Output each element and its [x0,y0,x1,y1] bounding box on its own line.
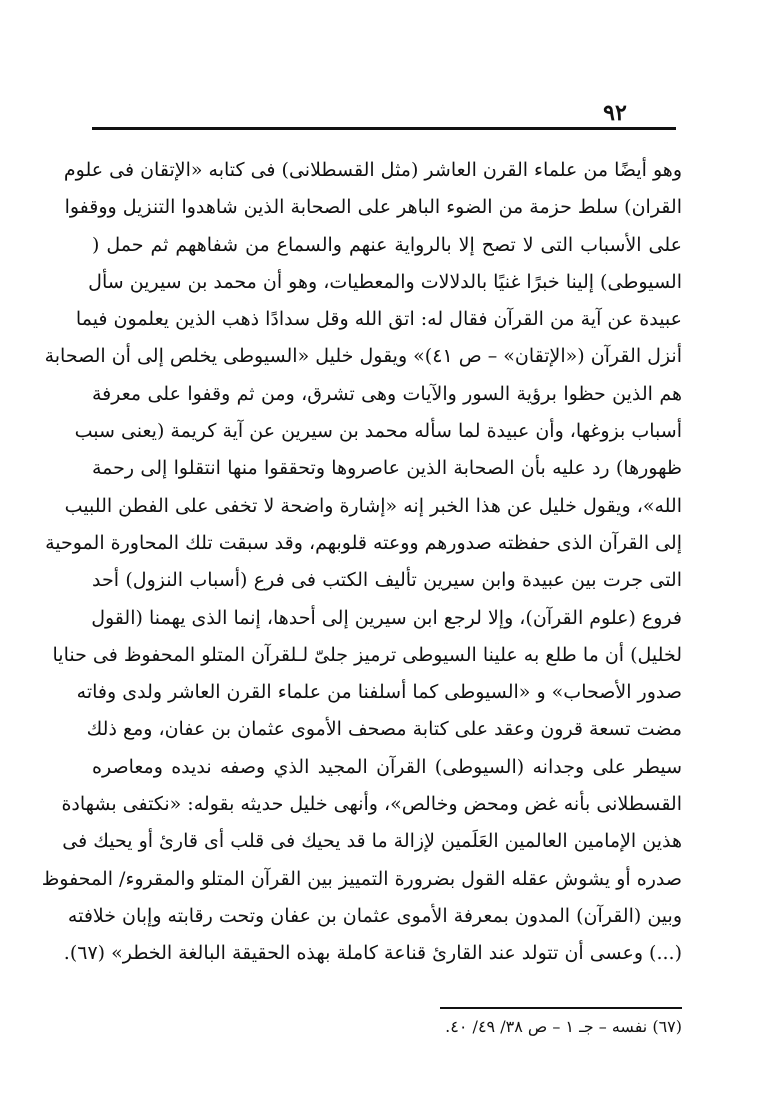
text-line-2: القران) سلط حزمة من الضوء الباهر على الصحابة الذين شاهدوا التنزيل ووقفوا [64,196,682,219]
text-line-5: عبيدة عن آية من القرآن فقال له: اتق الله وقل سدادًا ذهب الذين يعلمون فيما [75,308,682,331]
footnote-rule [440,1007,682,1009]
header-rule [92,127,676,130]
text-line-13: فروع (علوم القرآن)، وإلا لرجع ابن سيرين إلى أحدها، إنما الذى يهمنا (القول [91,606,682,629]
text-line-6: أنزل القرآن («الإتقان» – ص ٤١)» ويقول خليل «السيوطى يخلص إلى أن الصحابة [44,345,682,368]
text-line-21: وبين (القرآن) المدون بمعرفة الأموى عثمان بن عفان وتحت رقابته وإبان خلافته [67,904,682,927]
text-line-1: وهو أيضًا من علماء القرن العاشر (مثل القسطلانى) فى كتابه «الإتقان فى علوم [63,159,682,181]
text-line-8: أسباب بزوغها، وأن عبيدة لما سأله محمد بن سيرين عن آية كريمة (يعنى سبب [74,420,682,443]
text-line-19: هذين الإمامين العالمين العَلَمين لإزالة ما قد يحيك فى قلب أى قارئ أو يحيك فى [62,830,682,853]
page-number: ٩٢ [603,100,627,126]
text-line-11: إلى القرآن الذى حفظته صدورهم ووعته قلوبهم، وقد سبقت تلك المحاورة الموحية [45,531,682,554]
text-line-4: السيوطى) إلينا خبرًا غنيًا بالدلالات والمعطيات، وهو أن محمد بن سيرين سأل [88,270,682,293]
text-line-10: الله»، ويقول خليل عن هذا الخبر إنه «إشارة واضحة لا تخفى على الفطن اللبيب [64,494,682,517]
text-line-20: صدره أو يشوش عقله القول بضرورة التمييز بين القرآن المتلو والمقروء/ المحفوظ [41,867,682,890]
text-line-18: القسطلانى بأنه غض ومحض وخالص»، وأنهى خليل حديثه بقوله: «نكتفى بشهادة [61,793,682,816]
text-line-15: صدور الأصحاب» و «السيوطى كما أسلفنا من علماء القرن العاشر ولدى وفاته [76,681,682,704]
text-line-22: (...) وعسى أن تتولد عند القارئ قناعة كاملة بهذه الحقيقة البالغة الخطر» (٦٧). [63,942,682,965]
text-line-12: التى جرت بين عبيدة وابن سيرين تأليف الكتب فى فرع (أسباب النزول) أحد [92,569,682,592]
body-text [41,152,682,973]
footnote: (٦٧) نفسه – جـ ١ – ص ٣٨/ ٤٩/ ٤٠. [445,1017,682,1036]
text-line-3: على الأسباب التى لا تصح إلا بالرواية عنهم والسماع من شفاههم ثم حمل ( [92,233,682,256]
text-line-9: ظهورها) رد عليه بأن الصحابة الذين عاصروها وتحققوا منها انتقلوا إلى رحمة [92,457,682,480]
text-line-16: مضت تسعة قرون وعقد على كتابة مصحف الأموى عثمان بن عفان، ومع ذلك [86,718,682,741]
text-line-7: هم الذين حظوا برؤية السور والآيات وهى تشرق، ومن ثم وقفوا على معرفة [92,382,682,405]
text-line-14: لخليل) أن ما طلع به علينا السيوطى ترميز جلىّ لـلقرآن المتلو المحفوظ فى حنايا [52,643,682,666]
text-line-17: سيطر على وجدانه (السيوطى) القرآن المجيد الذي وصفه نديده ومعاصره [92,755,682,778]
